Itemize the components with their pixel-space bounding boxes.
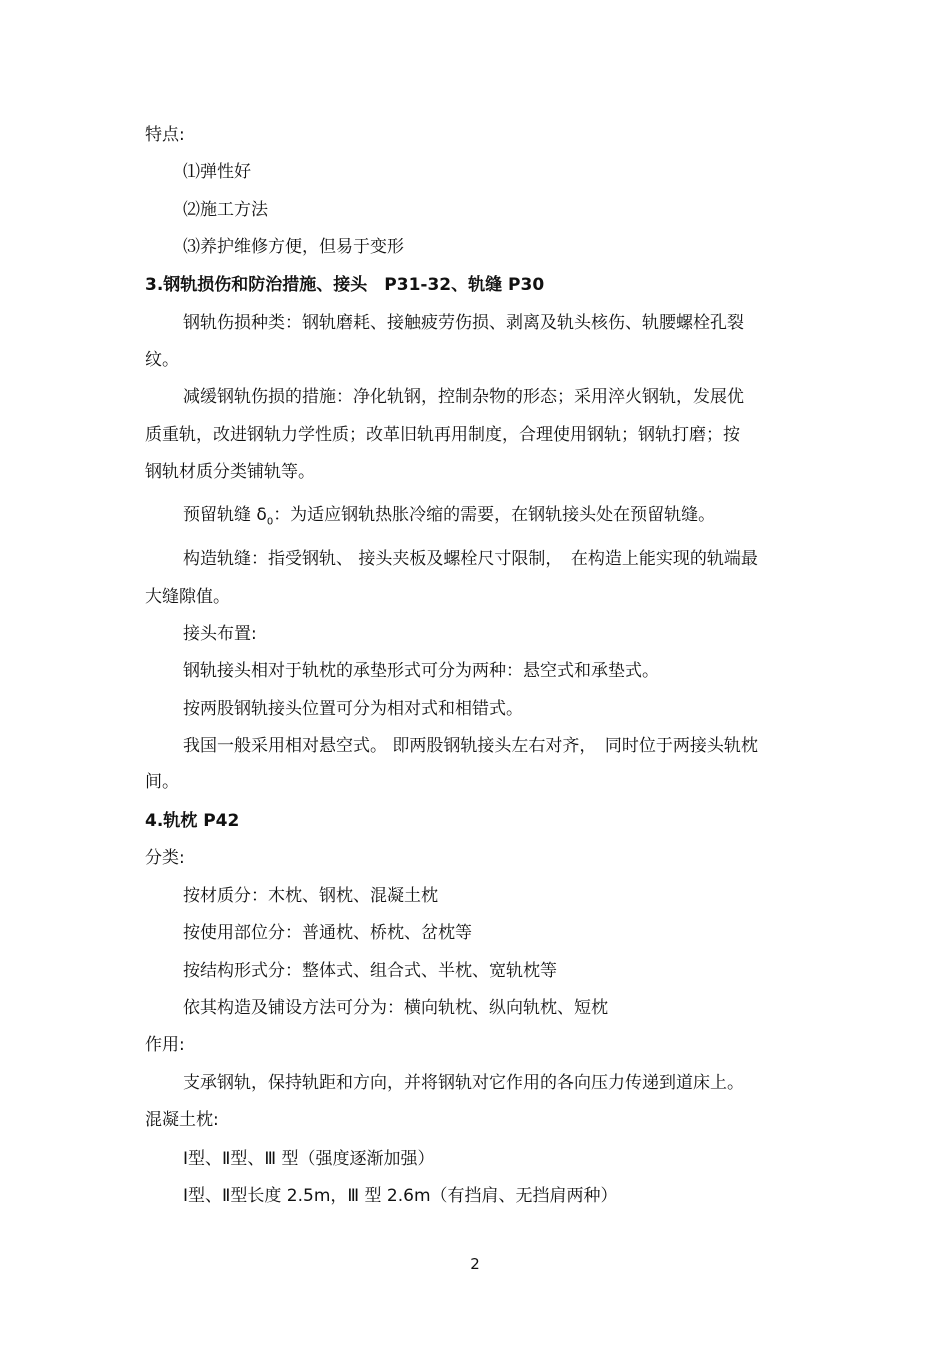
text-line: 按结构形式分：整体式、组合式、半枕、宽轨枕等 — [183, 961, 557, 981]
text-line: 纹。 — [145, 350, 179, 370]
text-line: 大缝隙值。 — [145, 587, 230, 607]
text-span: 预留轨缝 δ — [183, 505, 267, 525]
text-line: 间。 — [145, 772, 179, 792]
text-span: ：为适应钢轨热胀冷缩的需要，在钢轨接头处在预留轨缝。 — [273, 505, 716, 525]
text-line: 钢轨伤损种类：钢轨磨耗、接触疲劳伤损、剥离及轨头核伤、轨腰螺栓孔裂 — [183, 313, 744, 333]
text-line: 减缓钢轨伤损的措施：净化轨钢，控制杂物的形态；采用淬火钢轨，发展优 — [183, 387, 744, 407]
text-line: Ⅰ型、Ⅱ型长度 2.5m，Ⅲ 型 2.6m（有挡肩、无挡肩两种） — [183, 1186, 618, 1206]
text-line: 分类: — [145, 848, 185, 868]
text-line: 依其构造及铺设方法可分为：横向轨枕、纵向轨枕、短枕 — [183, 998, 608, 1018]
text-line: 构造轨缝：指受钢轨、 接头夹板及螺栓尺寸限制， 在构造上能实现的轨端最 — [183, 549, 758, 569]
text-line: 按使用部位分：普通枕、桥枕、岔枕等 — [183, 923, 472, 943]
text-line: 接头布置: — [183, 624, 257, 644]
text-line: 钢轨材质分类铺轨等。 — [145, 462, 315, 482]
text-line: 作用: — [145, 1035, 185, 1055]
text-line: Ⅰ型、Ⅱ型、Ⅲ 型（强度逐渐加强） — [183, 1149, 435, 1169]
subscript: 0 — [266, 516, 274, 528]
text-line: ⑵施工方法 — [183, 200, 268, 220]
section-heading: 4.轨枕 P42 — [145, 811, 240, 831]
text-line: 混凝土枕: — [145, 1110, 219, 1130]
text-line: 支承钢轨，保持轨距和方向，并将钢轨对它作用的各向压力传递到道床上。 — [183, 1073, 744, 1093]
page-number: 2 — [470, 1255, 480, 1273]
text-line: ⑶养护维修方便，但易于变形 — [183, 237, 404, 257]
text-line: 按两股钢轨接头位置可分为相对式和相错式。 — [183, 699, 523, 719]
text-line: ⑴弹性好 — [183, 162, 251, 182]
text-line: 特点: — [145, 125, 185, 145]
section-heading: 3.钢轨损伤和防治措施、接头 P31-32、轨缝 P30 — [145, 275, 545, 295]
text-line: 钢轨接头相对于轨枕的承垫形式可分为两种：悬空式和承垫式。 — [183, 661, 659, 681]
text-line: 质重轨，改进钢轨力学性质；改革旧轨再用制度，合理使用钢轨；钢轨打磨；按 — [145, 425, 740, 445]
text-line: 按材质分：木枕、钢枕、混凝土枕 — [183, 886, 438, 906]
text-line — [183, 504, 715, 529]
text-line: 我国一般采用相对悬空式。 即两股钢轨接头左右对齐， 同时位于两接头轨枕 — [183, 736, 758, 756]
